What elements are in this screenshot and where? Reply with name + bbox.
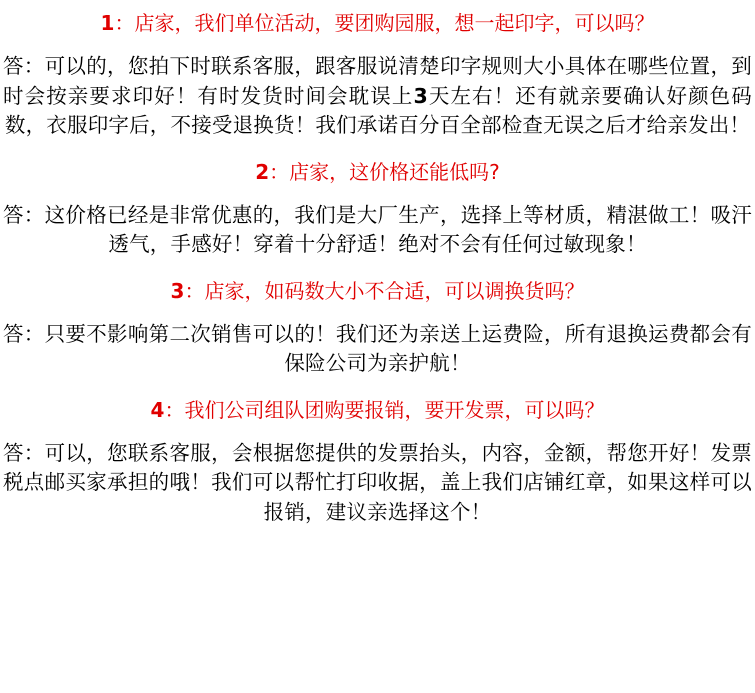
question-1 (0, 8, 755, 38)
bold-digit: 3 (413, 83, 428, 108)
question-number: 1 (100, 11, 115, 35)
answer-4: 答：可以，您联系客服，会根据您提供的发票抬头，内容，金额，帮您开好！发票税点邮买家承担的哦！我们可以帮忙打印收据，盖上我们店铺红章，如果这样可以报销，建议亲选择这个！ (3, 440, 752, 524)
faq-item-1 (0, 8, 755, 141)
question-number: 2 (255, 159, 270, 184)
answer-2: 答：这价格已经是非常优惠的，我们是大厂生产，选择上等材质，精湛做工！吸汗透气，手感好！穿着十分舒适！绝对不会有任何过敏现象！ (3, 202, 752, 256)
question-text: ：店家，这价格还能低吗? (269, 159, 500, 184)
question-text: ：我们公司组队团购要报销，要开发票，可以吗？ (164, 397, 605, 422)
question-text: ：店家，我们单位活动，要团购园服，想一起印字，可以吗？ (114, 11, 655, 35)
answer-3: 答：只要不影响第二次销售可以的！我们还为亲送上运费险，所有退换运费都会有保险公司为亲护航！ (3, 321, 752, 375)
question-4 (0, 395, 755, 425)
question-2 (0, 157, 755, 187)
question-text: ：店家，如码数大小不合适，可以调换货吗？ (184, 278, 585, 303)
question-number: 3 (170, 278, 185, 303)
question-3 (0, 276, 755, 306)
faq-item-3 (0, 276, 755, 379)
faq-item-2 (0, 157, 755, 260)
answer-1: 答：可以的，您拍下时联系客服，跟客服说清楚印字规则大小具体在哪些位置，到时会按亲要求印好！有时发货时间会耽误上3天左右！还有就亲要确认好颜色码数，衣服印字后，不接受退换货！我们承诺百分百全部检查无误之后才给亲发出！ (3, 54, 752, 137)
faq-item-4 (0, 395, 755, 528)
question-number: 4 (150, 397, 165, 422)
